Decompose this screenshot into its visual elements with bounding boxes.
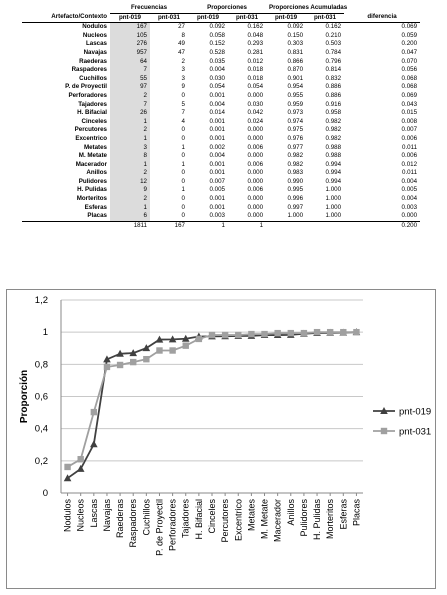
- table-cell: 0.069: [401, 91, 418, 99]
- table-cell: 0.006: [247, 143, 264, 151]
- table-cell: 0.008: [401, 117, 418, 125]
- table-cell: 0.011: [402, 143, 418, 151]
- table-cell: 1: [110, 135, 150, 144]
- column-header: Artefacto/Contexto: [22, 13, 110, 23]
- table-cell: 0.000: [247, 177, 264, 185]
- table-cell: 0.006: [401, 152, 418, 160]
- data-point-pnt-031: [314, 329, 320, 335]
- table-cell: 0.007: [209, 177, 225, 185]
- table-cell: 1.000: [325, 195, 342, 203]
- column-header: pnt-031: [306, 13, 344, 23]
- table-cell: 0.831: [287, 48, 304, 56]
- data-point-pnt-031: [301, 330, 307, 336]
- cumulative-proportion-chart: [6, 289, 436, 589]
- x-tick-label: Metates: [246, 499, 257, 532]
- table-cell: 0.003: [401, 203, 418, 211]
- y-tick-label: 0,6: [34, 391, 48, 403]
- totals-cell: 0.200: [344, 221, 420, 230]
- data-point-pnt-031: [196, 336, 202, 342]
- table-cell: 0.994: [325, 177, 342, 185]
- table-cell: 0.959: [287, 100, 304, 108]
- table-cell: 0.990: [287, 177, 304, 185]
- table-cell: 0.000: [247, 195, 264, 203]
- data-point-pnt-031: [117, 362, 123, 368]
- table-cell: 0.006: [401, 134, 418, 142]
- data-point-pnt-031: [235, 332, 241, 338]
- data-point-pnt-031: [222, 332, 228, 338]
- row-label: Placas: [87, 212, 107, 220]
- row-label: H. Pulidas: [77, 186, 107, 194]
- legend-label: pnt-019: [399, 406, 432, 418]
- table-row: [22, 135, 420, 144]
- totals-cell: 1: [228, 221, 266, 230]
- table-row: [22, 109, 420, 118]
- table-cell: 0.503: [325, 40, 342, 48]
- table-row: [22, 32, 420, 41]
- table-cell: 0.012: [247, 57, 264, 65]
- table-cell: 7: [110, 66, 150, 75]
- row-label: Raspadores: [71, 66, 107, 74]
- table-cell: 0.042: [247, 109, 264, 117]
- row-label: Nodulos: [82, 23, 107, 31]
- table-cell: 0.983: [287, 169, 304, 177]
- column-header: diferencia: [344, 13, 420, 23]
- table-cell: 0.954: [287, 83, 304, 91]
- row-label: Perforadores: [68, 91, 107, 99]
- table-row: [22, 66, 420, 75]
- column-header: pnt-031: [228, 13, 266, 23]
- legend-label: pnt-031: [399, 426, 432, 438]
- y-tick-label: 0,8: [34, 359, 48, 371]
- row-label: Macerador: [75, 160, 107, 168]
- table-row: [22, 195, 420, 204]
- table-cell: 0.043: [401, 100, 418, 108]
- table-cell: 0: [181, 177, 185, 185]
- table-cell: 0.200: [401, 40, 418, 48]
- table-cell: 0.069: [401, 23, 418, 31]
- table-cell: 7: [181, 109, 185, 117]
- table-row: [22, 118, 420, 127]
- table-cell: 0.886: [325, 83, 342, 91]
- table-cell: 0.988: [325, 152, 342, 160]
- row-label: Percutores: [74, 126, 107, 134]
- table-cell: 0.281: [247, 48, 264, 56]
- table-cell: 0.030: [247, 100, 264, 108]
- table-cell: 0.210: [325, 31, 342, 39]
- table-cell: 2: [110, 126, 150, 135]
- legend-marker-pnt-031: [381, 428, 387, 434]
- table-cell: 1: [110, 161, 150, 170]
- table-cell: 0.975: [287, 126, 304, 134]
- data-point-pnt-031: [91, 409, 97, 415]
- table-cell: 0.004: [401, 177, 418, 185]
- x-tick-label: M. Metate: [259, 499, 270, 540]
- table-cell: 0.092: [287, 23, 304, 31]
- data-point-pnt-031: [77, 456, 83, 462]
- totals-cell: [22, 221, 110, 230]
- group-header-proporciones-acumuladas: Proporciones Acumuladas: [266, 4, 344, 13]
- group-header-proporciones: Proporciones: [188, 4, 266, 13]
- x-tick-label: Anillos: [285, 499, 296, 526]
- table-cell: 9: [181, 83, 185, 91]
- row-label: Excentrico: [75, 134, 107, 142]
- table-cell: 3: [181, 74, 185, 82]
- table-cell: 0.870: [287, 66, 304, 74]
- table-row: [22, 40, 420, 49]
- table-cell: 1.000: [325, 186, 342, 194]
- table-cell: 0.058: [209, 31, 225, 39]
- table-cell: 1: [181, 186, 185, 194]
- series-line-pnt-019: [68, 332, 357, 478]
- table-cell: 1: [181, 143, 185, 151]
- data-point-pnt-019: [90, 440, 98, 447]
- table-cell: 49: [178, 40, 185, 48]
- row-label: Cuchillos: [79, 74, 107, 82]
- table-cell: 0.068: [401, 83, 418, 91]
- table-cell: 0.001: [209, 117, 225, 125]
- table-cell: 5: [181, 100, 185, 108]
- table-cell: 0.047: [401, 48, 418, 56]
- table-cell: 0.955: [287, 91, 304, 99]
- frequency-table-container: [22, 4, 422, 230]
- table-cell: 4: [181, 117, 185, 125]
- table-cell: 0.982: [287, 152, 304, 160]
- x-tick-label: Macerador: [272, 499, 283, 543]
- table-cell: 0.001: [209, 134, 225, 142]
- table-cell: 7: [110, 101, 150, 110]
- table-cell: 0.004: [209, 100, 225, 108]
- table-row: [22, 23, 420, 32]
- table-cell: 105: [110, 32, 150, 41]
- x-tick-label: H. Pulidas: [312, 499, 323, 541]
- table-cell: 0.977: [287, 143, 304, 151]
- data-point-pnt-031: [274, 330, 280, 336]
- table-cell: 0.528: [209, 48, 225, 56]
- row-label: Tajadores: [78, 100, 107, 108]
- table-cell: 0.011: [402, 169, 418, 177]
- table-row: [22, 178, 420, 187]
- table-body: [22, 23, 420, 222]
- x-tick-label: Tajadores: [180, 499, 191, 539]
- data-point-pnt-031: [143, 356, 149, 362]
- totals-row: [22, 221, 420, 230]
- table-row: [22, 126, 420, 135]
- table-cell: 0.152: [209, 40, 225, 48]
- table-row: [22, 58, 420, 67]
- row-label: H. Bifacial: [77, 109, 107, 117]
- table-cell: 0: [181, 91, 185, 99]
- table-cell: 0.814: [325, 66, 342, 74]
- table-cell: 9: [110, 186, 150, 195]
- column-header: pnt-019: [266, 13, 306, 23]
- table-row: [22, 161, 420, 170]
- table-cell: 0.004: [401, 195, 418, 203]
- table-cell: 0.982: [325, 134, 342, 142]
- row-label: Metates: [83, 143, 107, 151]
- data-point-pnt-031: [130, 359, 136, 365]
- table-cell: 0.014: [209, 109, 225, 117]
- table-cell: 0.005: [401, 186, 418, 194]
- group-header-row: [22, 4, 420, 13]
- x-tick-label: Navajas: [101, 499, 112, 532]
- table-row: [22, 212, 420, 221]
- table-cell: 0.000: [401, 212, 418, 220]
- table-cell: 957: [110, 49, 150, 58]
- row-label: M. Metate: [78, 152, 107, 160]
- table-cell: 0.000: [247, 203, 264, 211]
- table-cell: 0.024: [247, 117, 264, 125]
- table-row: [22, 152, 420, 161]
- y-tick-label: 0,2: [34, 455, 48, 467]
- group-header-blank: [22, 4, 110, 13]
- data-point-pnt-031: [104, 364, 110, 370]
- x-tick-label: Raederas: [115, 499, 126, 539]
- table-cell: 0.958: [325, 109, 342, 117]
- table-cell: 2: [110, 92, 150, 101]
- table-row: [22, 169, 420, 178]
- table-cell: 0.976: [287, 134, 304, 142]
- chart-svg: [7, 290, 435, 588]
- table-cell: 0.070: [401, 57, 418, 65]
- totals-cell: 167: [150, 221, 188, 230]
- table-cell: 0.150: [287, 31, 304, 39]
- table-cell: 0.832: [325, 74, 342, 82]
- totals-cell: 1811: [110, 221, 150, 230]
- table-cell: 0.994: [325, 160, 342, 168]
- table-cell: 0.000: [247, 134, 264, 142]
- table-cell: 0.004: [209, 66, 225, 74]
- data-point-pnt-031: [169, 347, 175, 353]
- data-point-pnt-031: [288, 330, 294, 336]
- table-cell: 55: [110, 75, 150, 84]
- table-cell: 0.054: [247, 83, 264, 91]
- x-tick-label: Morteritos: [325, 499, 336, 540]
- table-cell: 0.995: [287, 186, 304, 194]
- table-cell: 0.973: [287, 109, 304, 117]
- table-cell: 0.886: [325, 91, 342, 99]
- x-tick-label: P. de Proyectil: [154, 499, 165, 556]
- table-cell: 0.018: [247, 66, 264, 74]
- table-cell: 0.018: [247, 74, 264, 82]
- table-cell: 276: [110, 40, 150, 49]
- table-cell: 0.303: [287, 40, 304, 48]
- table-cell: 0: [181, 134, 185, 142]
- data-point-pnt-031: [209, 332, 215, 338]
- x-tick-label: Cuchillos: [141, 499, 152, 536]
- table-cell: 0.997: [287, 203, 304, 211]
- table-cell: 0.293: [247, 40, 264, 48]
- table-cell: 0: [181, 212, 185, 220]
- data-point-pnt-031: [156, 347, 162, 353]
- totals-cell: 1: [188, 221, 228, 230]
- data-point-pnt-031: [353, 329, 359, 335]
- row-label: Pulidores: [78, 177, 107, 185]
- table-cell: 1: [110, 204, 150, 213]
- table-cell: 3: [181, 66, 185, 74]
- row-label: Morteritos: [76, 195, 107, 203]
- table-cell: 0.162: [247, 23, 264, 31]
- totals-cell: [266, 221, 306, 230]
- data-point-pnt-031: [248, 331, 254, 337]
- column-header: pnt-031: [150, 13, 188, 23]
- row-label: Nucleos: [82, 31, 107, 39]
- table-cell: 0.994: [325, 169, 342, 177]
- table-cell: 0.000: [247, 169, 264, 177]
- table-cell: 0.002: [209, 143, 225, 151]
- data-point-pnt-031: [183, 342, 189, 348]
- table-cell: 64: [110, 58, 150, 67]
- table-row: [22, 92, 420, 101]
- row-label: Navajas: [83, 48, 107, 56]
- table-cell: 0.068: [401, 74, 418, 82]
- table-cell: 0.784: [325, 48, 342, 56]
- table-cell: 1.000: [287, 212, 304, 220]
- row-label: Esferas: [84, 203, 107, 211]
- table-cell: 8: [181, 31, 185, 39]
- table-row: [22, 101, 420, 110]
- table-row: [22, 49, 420, 58]
- table-cell: 0.000: [247, 212, 264, 220]
- row-label: P. de Proyectil: [65, 83, 107, 91]
- table-cell: 167: [110, 23, 150, 32]
- table-cell: 0.006: [247, 160, 264, 168]
- table-cell: 1: [110, 118, 150, 127]
- x-tick-label: Nodulos: [62, 499, 73, 533]
- table-cell: 0.092: [209, 23, 225, 31]
- table-cell: 2: [181, 57, 185, 65]
- table-cell: 0: [181, 195, 185, 203]
- table-cell: 0.059: [401, 31, 418, 39]
- table-cell: 0.001: [209, 203, 225, 211]
- data-point-pnt-019: [77, 465, 85, 472]
- x-tick-label: Esferas: [338, 499, 349, 530]
- table-cell: 0.974: [287, 117, 304, 125]
- table-cell: 26: [110, 109, 150, 118]
- table-cell: 0: [181, 126, 185, 134]
- y-axis-label: Proporción: [19, 369, 30, 424]
- table-cell: 0.000: [247, 152, 264, 160]
- x-tick-label: H. Bifacial: [193, 499, 204, 540]
- column-header: pnt-019: [110, 13, 150, 23]
- x-tick-label: Excentrico: [233, 499, 244, 542]
- table-cell: 0.982: [325, 126, 342, 134]
- table-cell: 0: [181, 169, 185, 177]
- table-cell: 2: [110, 195, 150, 204]
- data-point-pnt-031: [64, 464, 70, 470]
- row-label: Raederas: [79, 57, 107, 65]
- row-label: Cinceles: [81, 117, 107, 125]
- table-cell: 0: [181, 152, 185, 160]
- row-label: Anillos: [86, 169, 107, 177]
- frequency-table: [22, 4, 420, 230]
- totals-cell: [306, 221, 344, 230]
- table-row: [22, 75, 420, 84]
- table-cell: 0.030: [209, 74, 225, 82]
- table-cell: 0.003: [209, 212, 225, 220]
- table-cell: 0.054: [209, 83, 225, 91]
- table-row: [22, 144, 420, 153]
- table-cell: 8: [110, 152, 150, 161]
- table-cell: 0.000: [247, 126, 264, 134]
- x-tick-label: Raspadores: [128, 499, 139, 548]
- table-cell: 6: [110, 212, 150, 221]
- table-cell: 97: [110, 83, 150, 92]
- table-cell: 1.000: [325, 203, 342, 211]
- table-cell: 47: [178, 48, 185, 56]
- group-header-frecuencias: Frecuencias: [110, 4, 188, 13]
- table-cell: 2: [110, 169, 150, 178]
- table-cell: 27: [178, 23, 185, 31]
- x-tick-label: Placas: [351, 499, 362, 527]
- y-tick-label: 1,2: [34, 295, 48, 306]
- x-tick-label: Lascas: [88, 499, 99, 528]
- table-cell: 0.901: [287, 74, 304, 82]
- y-tick-label: 1: [42, 327, 48, 339]
- table-cell: 0.012: [401, 160, 418, 168]
- data-point-pnt-031: [261, 331, 267, 337]
- series-line-pnt-031: [68, 332, 357, 467]
- table-cell: 0.988: [325, 143, 342, 151]
- table-cell: 0.001: [209, 91, 225, 99]
- table-cell: 0.001: [209, 126, 225, 134]
- table-cell: 0.001: [209, 169, 225, 177]
- y-tick-label: 0,4: [34, 423, 48, 435]
- table-cell: 0.796: [325, 57, 342, 65]
- table-row: [22, 83, 420, 92]
- row-label: Lascas: [86, 40, 107, 48]
- x-tick-label: Nucleos: [75, 499, 86, 532]
- table-cell: 0.866: [287, 57, 304, 65]
- x-tick-label: Percutores: [220, 499, 231, 543]
- table-cell: 3: [110, 144, 150, 153]
- group-header-blank: [344, 4, 420, 13]
- data-point-pnt-031: [327, 329, 333, 335]
- table-row: [22, 204, 420, 213]
- column-header: pnt-019: [188, 13, 228, 23]
- table-cell: 0.015: [401, 109, 418, 117]
- table-cell: 0.004: [209, 152, 225, 160]
- table-cell: 0.982: [325, 117, 342, 125]
- table-cell: 0: [181, 203, 185, 211]
- table-cell: 0.916: [325, 100, 342, 108]
- table-cell: 0.982: [287, 160, 304, 168]
- table-cell: 0.996: [287, 195, 304, 203]
- x-tick-label: Cinceles: [207, 499, 217, 534]
- table-cell: 0.001: [209, 195, 225, 203]
- table-cell: 0.001: [209, 160, 225, 168]
- table-cell: 0.006: [247, 186, 264, 194]
- data-point-pnt-031: [340, 329, 346, 335]
- table-cell: 0.048: [247, 31, 264, 39]
- data-point-pnt-019: [143, 344, 151, 351]
- y-tick-label: 0: [42, 488, 48, 499]
- x-tick-label: Perforadores: [167, 499, 178, 552]
- table-cell: 0.056: [401, 66, 418, 74]
- table-cell: 0.035: [209, 57, 225, 65]
- table-cell: 0.000: [247, 91, 264, 99]
- table-cell: 0.005: [209, 186, 225, 194]
- table-cell: 1.000: [325, 212, 342, 220]
- table-cell: 0.007: [401, 126, 418, 134]
- table-row: [22, 186, 420, 195]
- x-tick-label: Pulidores: [298, 499, 309, 537]
- column-header-row: [22, 13, 420, 23]
- table-cell: 1: [181, 160, 185, 168]
- table-cell: 12: [110, 178, 150, 187]
- table-cell: 0.162: [325, 23, 342, 31]
